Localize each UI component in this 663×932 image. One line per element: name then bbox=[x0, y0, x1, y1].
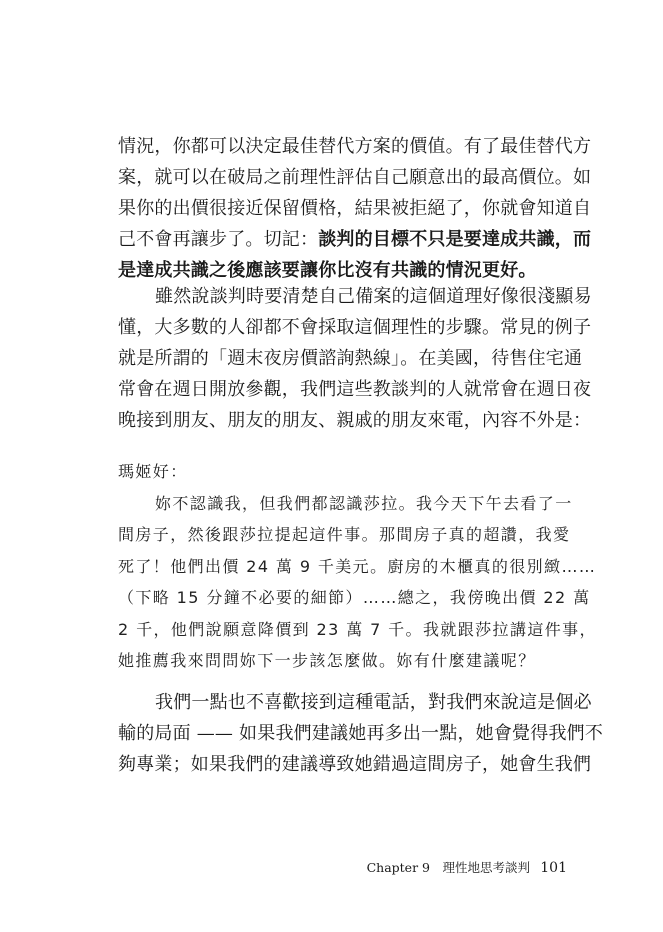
text-bold: 是達成共識之後應該要讓你比沒有共識的情況更好。 bbox=[118, 260, 537, 281]
text-line: 晚接到朋友、朋友的朋友、親戚的朋友來電，內容不外是： bbox=[118, 410, 592, 431]
chapter-title: Chapter 9 理性地思考談判 bbox=[366, 860, 530, 875]
text-line: 夠專業；如果我們的建議導致她錯過這間房子，她會生我們 bbox=[118, 754, 592, 775]
letter-line: 她推薦我來問問妳下一步該怎麼做。妳有什麼建議呢？ bbox=[118, 651, 536, 670]
paragraph-2 bbox=[118, 281, 592, 436]
letter-line: 間房子，然後跟莎拉提起這件事。那間房子真的超讚，我愛 bbox=[118, 525, 571, 544]
quoted-letter bbox=[118, 456, 597, 677]
letter-line: 妳不認識我，但我們都認識莎拉。我今天下午去看了一 bbox=[155, 493, 573, 513]
letter-line: 死了！他們出價 24 萬 9 千美元。廚房的木櫃真的很別緻…… bbox=[118, 556, 597, 576]
text-line: 懂，大多數的人卻都不會採取這個理性的步驟。常見的例子 bbox=[118, 317, 592, 338]
text-line: 雖然說談判時要清楚自己備案的這個道理好像很淺顯易 bbox=[155, 286, 592, 307]
text-line: 就是所謂的「週末夜房價諮詢熱線」。在美國，待售住宅通 bbox=[118, 348, 583, 369]
text-line: 果你的出價很接近保留價格，結果被拒絕了，你就會知道自 bbox=[118, 198, 592, 219]
letter-line: （下略 15 分鐘不必要的細節）……總之，我傍晚出價 22 萬 bbox=[118, 588, 591, 607]
text-line: 常會在週日開放參觀，我們這些教談判的人就常會在週日夜 bbox=[118, 379, 592, 400]
text-line: 案，就可以在破局之前理性評估自己願意出的最高價位。如 bbox=[118, 167, 592, 188]
paragraph-3 bbox=[118, 687, 604, 780]
text-line: 我們一點也不喜歡接到這種電話，對我們來說這是個必 bbox=[155, 692, 592, 713]
page-footer bbox=[0, 858, 663, 878]
text-line: 輸的局面 —— 如果我們建議她再多出一點，她會覺得我們不 bbox=[118, 723, 604, 744]
text-line bbox=[118, 224, 592, 255]
page-number: 101 bbox=[540, 860, 567, 876]
paragraph-1 bbox=[118, 131, 592, 286]
text-bold: 談判的目標不只是要達成共識，而 bbox=[318, 229, 592, 250]
text-line: 情況，你都可以決定最佳替代方案的價值。有了最佳替代方 bbox=[118, 136, 592, 157]
text-plain: 己不會再讓步了。切記： bbox=[118, 229, 319, 250]
letter-line: 2 千，他們說願意降價到 23 萬 7 千。我就跟莎拉講這件事， bbox=[118, 619, 597, 639]
letter-greeting: 瑪姬好： bbox=[118, 462, 188, 481]
